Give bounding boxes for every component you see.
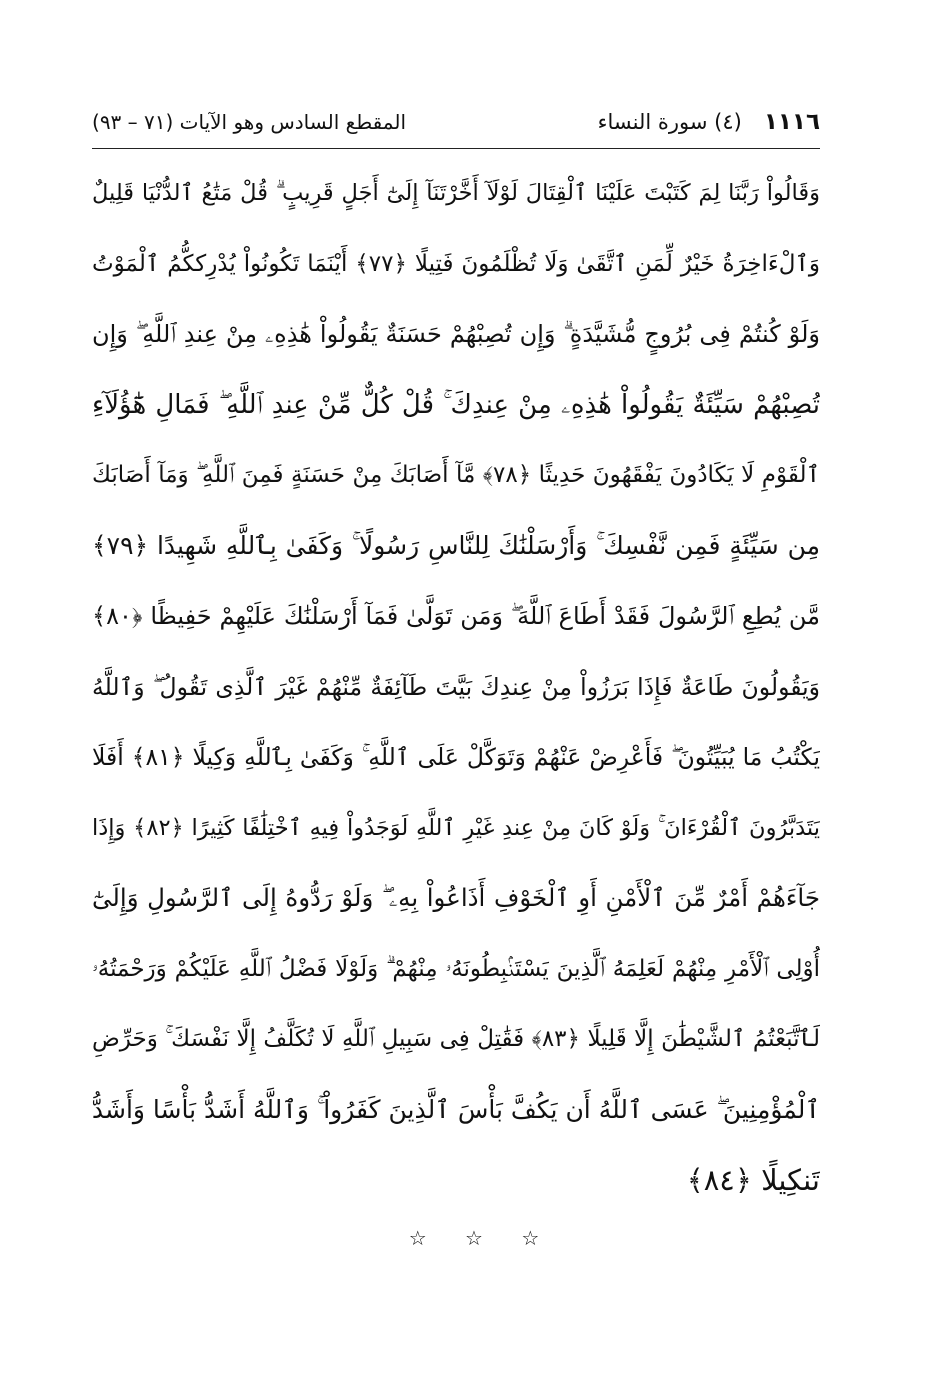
star-icon: ☆	[408, 1226, 427, 1250]
section-separator	[0, 1226, 948, 1250]
verse-line: جَآءَهُمْ أَمْرٌ مِّنَ ٱلْأَمْنِ أَوِ ٱلْخَوْفِ أَذَاعُواْ بِهِۦ ۖ وَلَوْ رَدُّوهُ إِلَى ٱلرَّسُولِ وَإِلَىٰٓ	[92, 883, 820, 912]
verse-line: وَيَقُولُونَ طَاعَةٌ فَإِذَا بَرَزُواْ مِنْ عِندِكَ بَيَّتَ طَآئِفَةٌ مِّنْهُمْ غَيْرَ ٱلَّذِى تَقُولُ ۖ وَٱللَّهُ	[92, 672, 820, 701]
verse-line: ٱلْقَوْمِ لَا يَكَادُونَ يَفْقَهُونَ حَدِيثًا ﴿٧٨﴾ مَّآ أَصَابَكَ مِنْ حَسَنَةٍ فَمِنَ ٱللَّهِ ۖ وَمَآ أَصَابَكَ	[92, 462, 820, 488]
header-right-group	[598, 104, 820, 140]
verse-line: وَٱلْءَاخِرَةُ خَيْرٌ لِّمَنِ ٱتَّقَىٰ وَلَا تُظْلَمُونَ فَتِيلًا ﴿٧٧﴾ أَيْنَمَا تَكُونُواْ يُدْرِككُّمُ ٱلْمَوْتُ	[92, 250, 820, 277]
verse-line: تُصِبْهُمْ سَيِّئَةٌ يَقُولُواْ هَٰذِهِۦ مِنْ عِندِكَ ۚ قُلْ كُلٌّ مِّنْ عِندِ ٱللَّهِ ۖ فَمَالِ هَٰٓؤُلَآءِ	[92, 389, 820, 420]
star-icon: ☆	[521, 1226, 540, 1250]
header-divider	[92, 148, 820, 149]
verse-line: يَكْتُبُ مَا يُبَيِّتُونَ ۖ فَأَعْرِضْ عَنْهُمْ وَتَوَكَّلْ عَلَى ٱللَّهِ ۚ وَكَفَىٰ بِٱللَّهِ وَكِيلًا ﴿٨١﴾ أَفَلَا	[92, 743, 820, 771]
verse-line: وَقَالُواْ رَبَّنَا لِمَ كَتَبْتَ عَلَيْنَا ٱلْقِتَالَ لَوْلَآ أَخَّرْتَنَآ إِلَىٰٓ أَجَلٍ قَرِيبٍ ۗ قُلْ مَتَٰعُ ٱلدُّنْيَا قَلِيلٌ	[92, 180, 820, 206]
verse-line: مِن سَيِّئَةٍ فَمِن نَّفْسِكَ ۚ وَأَرْسَلْنَٰكَ لِلنَّاسِ رَسُولًا ۚ وَكَفَىٰ بِٱللَّهِ شَهِيدًا ﴿٧٩﴾	[92, 530, 820, 560]
verse-line: وَلَوْ كُنتُمْ فِى بُرُوجٍ مُّشَيَّدَةٍ ۗ وَإِن تُصِبْهُمْ حَسَنَةٌ يَقُولُواْ هَٰذِهِۦ مِنْ عِندِ ٱللَّهِ ۖ وَإِن	[92, 320, 820, 348]
star-icon: ☆	[465, 1226, 483, 1250]
verse-line: ٱلْمُؤْمِنِينَ ۖ عَسَى ٱللَّهُ أَن يَكُفَّ بَأْسَ ٱلَّذِينَ كَفَرُواْ ۚ وَٱللَّهُ أَشَدُّ بَأْسًا وَأَشَدُّ	[92, 1094, 820, 1124]
surah-label: (٤) سورة النساء	[597, 110, 742, 134]
section-label: المقطع السادس وهو الآيات (٧١ – ٩٣)	[92, 110, 407, 134]
verse-line: مَّن يُطِعِ ٱلرَّسُولَ فَقَدْ أَطَاعَ ٱللَّهَ ۖ وَمَن تَوَلَّىٰ فَمَآ أَرْسَلْنَٰكَ عَلَيْهِمْ حَفِيظًا ﴿٨٠﴾	[92, 602, 820, 630]
page-header	[92, 104, 820, 144]
verse-line: تَنكِيلًا ﴿٨٤﴾	[686, 1163, 820, 1197]
verse-line: أُوْلِى ٱلْأَمْرِ مِنْهُمْ لَعَلِمَهُ ٱلَّذِينَ يَسْتَنۢبِطُونَهُۥ مِنْهُمْ ۗ وَلَوْلَا فَضْلُ ٱللَّهِ عَلَيْكُمْ وَرَحْمَتُهُۥ	[92, 955, 820, 982]
verse-text-block	[92, 158, 820, 1216]
verse-line: لَٱتَّبَعْتُمُ ٱلشَّيْطَٰنَ إِلَّا قَلِيلًا ﴿٨٣﴾ فَقَٰتِلْ فِى سَبِيلِ ٱللَّهِ لَا تُكَلَّفُ إِلَّا نَفْسَكَ ۚ وَحَرِّضِ	[92, 1026, 820, 1052]
verse-line: يَتَدَبَّرُونَ ٱلْقُرْءَانَ ۚ وَلَوْ كَانَ مِنْ عِندِ غَيْرِ ٱللَّهِ لَوَجَدُواْ فِيهِ ٱخْتِلَٰفًا كَثِيرًا ﴿٨٢﴾ وَإِذَا	[92, 814, 820, 841]
page-number: ١١١٦	[763, 109, 820, 135]
